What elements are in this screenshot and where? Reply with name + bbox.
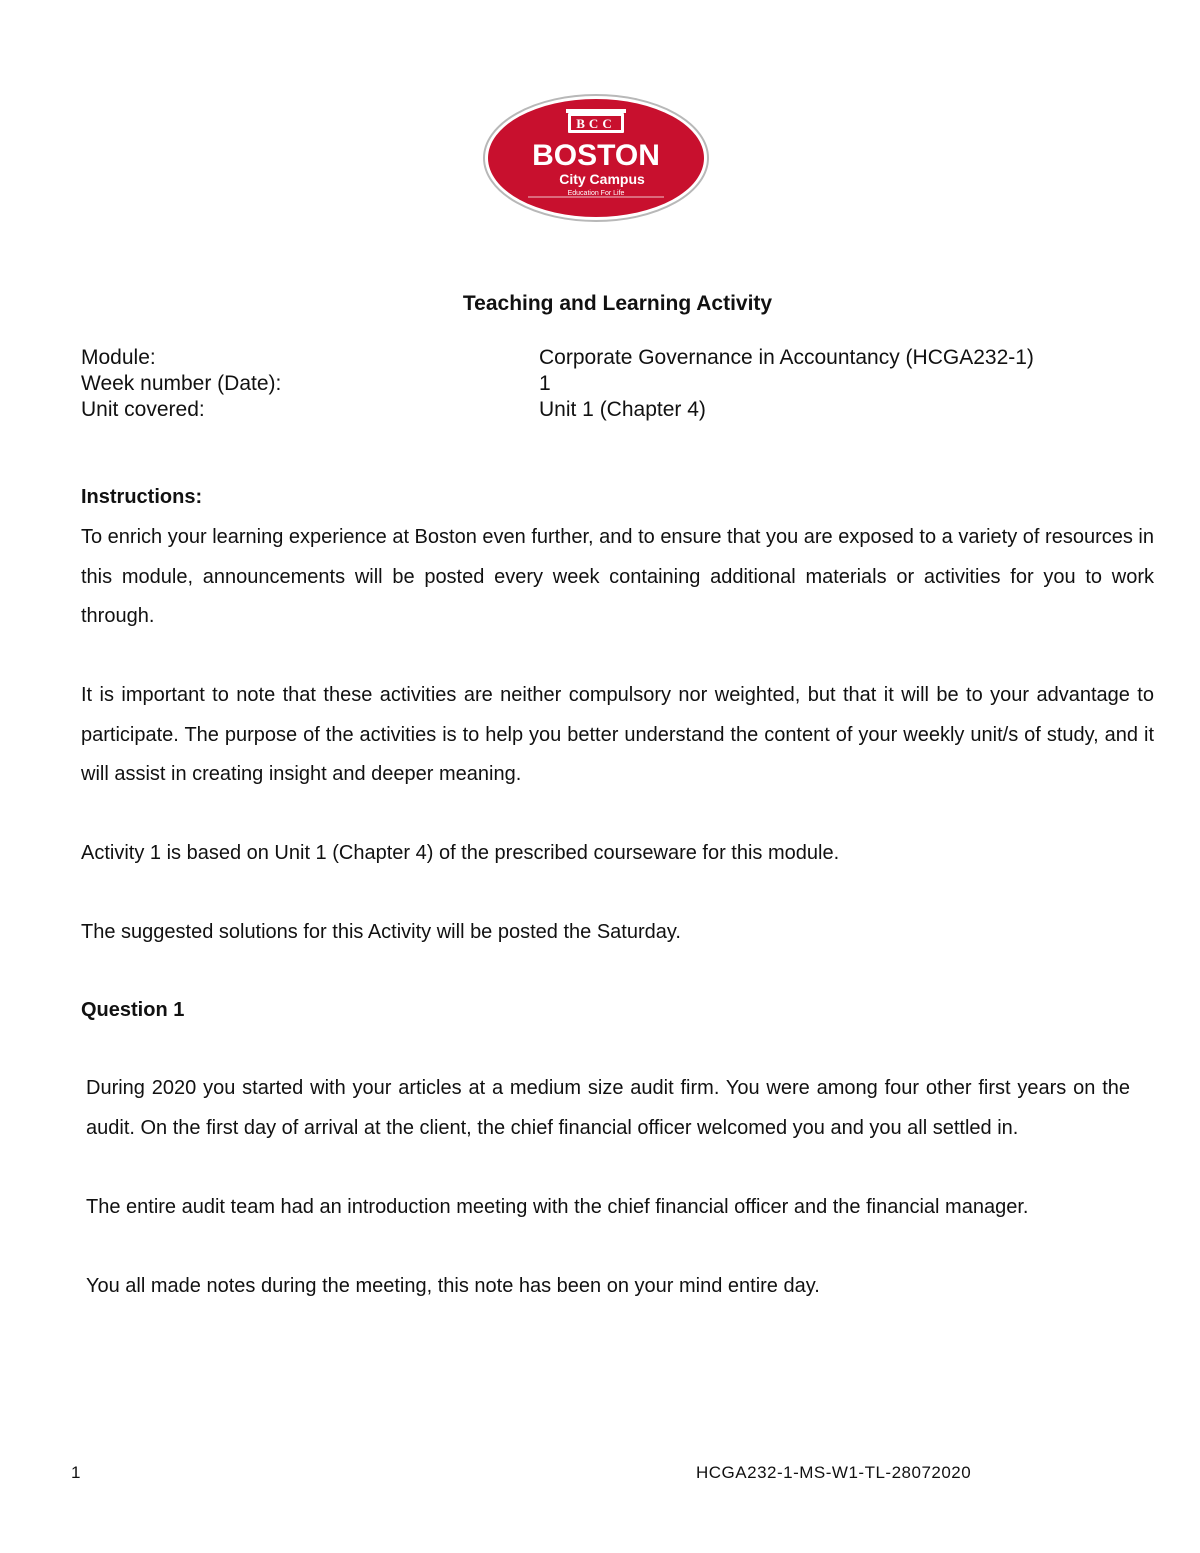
- page-number: 1: [71, 1463, 81, 1482]
- meta-label: Unit covered:: [81, 398, 205, 421]
- boston-city-campus-logo: [482, 93, 710, 223]
- logo-tagline: Education For Life: [567, 190, 625, 197]
- question-paragraph: The entire audit team had an introduction meeting with the chief financial officer and the financial manager.: [86, 1196, 1029, 1218]
- logo-initials: BCC: [576, 116, 616, 131]
- instructions-paragraph: Activity 1 is based on Unit 1 (Chapter 4) of the prescribed courseware for this module.: [81, 842, 840, 864]
- instructions-paragraph: To enrich your learning experience at Boston even further, and to ensure that you are exposed to a variety of resources in this module, announcements will be posted every week containing additional materials or activities for you to work through.: [81, 526, 1154, 627]
- question-heading: Question 1: [81, 999, 185, 1021]
- document-code: HCGA232-1-MS-W1-TL-28072020: [696, 1463, 972, 1482]
- logo-subtitle: City Campus: [559, 171, 645, 187]
- meta-label: Module:: [81, 346, 156, 369]
- instructions-heading: Instructions:: [81, 486, 203, 508]
- page-title: Teaching and Learning Activity: [462, 292, 773, 315]
- question-paragraph: You all made notes during the meeting, this note has been on your mind entire day.: [86, 1275, 820, 1297]
- logo-name: BOSTON: [532, 139, 660, 172]
- instructions-paragraph: It is important to note that these activities are neither compulsory nor weighted, but that it will be to your advantage to participate. The purpose of the activities is to help you better understand the content of your weekly unit/s of study, and it will assist in creating insight and deeper meaning.: [81, 684, 1154, 785]
- instructions-paragraph: The suggested solutions for this Activity will be posted the Saturday.: [81, 921, 681, 943]
- question-paragraph: During 2020 you started with your articles at a medium size audit firm. You were among four other first years on the audit. On the first day of arrival at the client, the chief financial officer welcomed you and you all settled in.: [86, 1077, 1130, 1139]
- meta-value: 1: [539, 372, 551, 395]
- meta-value: Unit 1 (Chapter 4): [539, 398, 706, 421]
- meta-value: Corporate Governance in Accountancy (HCGA232-1): [539, 346, 1034, 369]
- meta-label: Week number (Date):: [81, 372, 282, 395]
